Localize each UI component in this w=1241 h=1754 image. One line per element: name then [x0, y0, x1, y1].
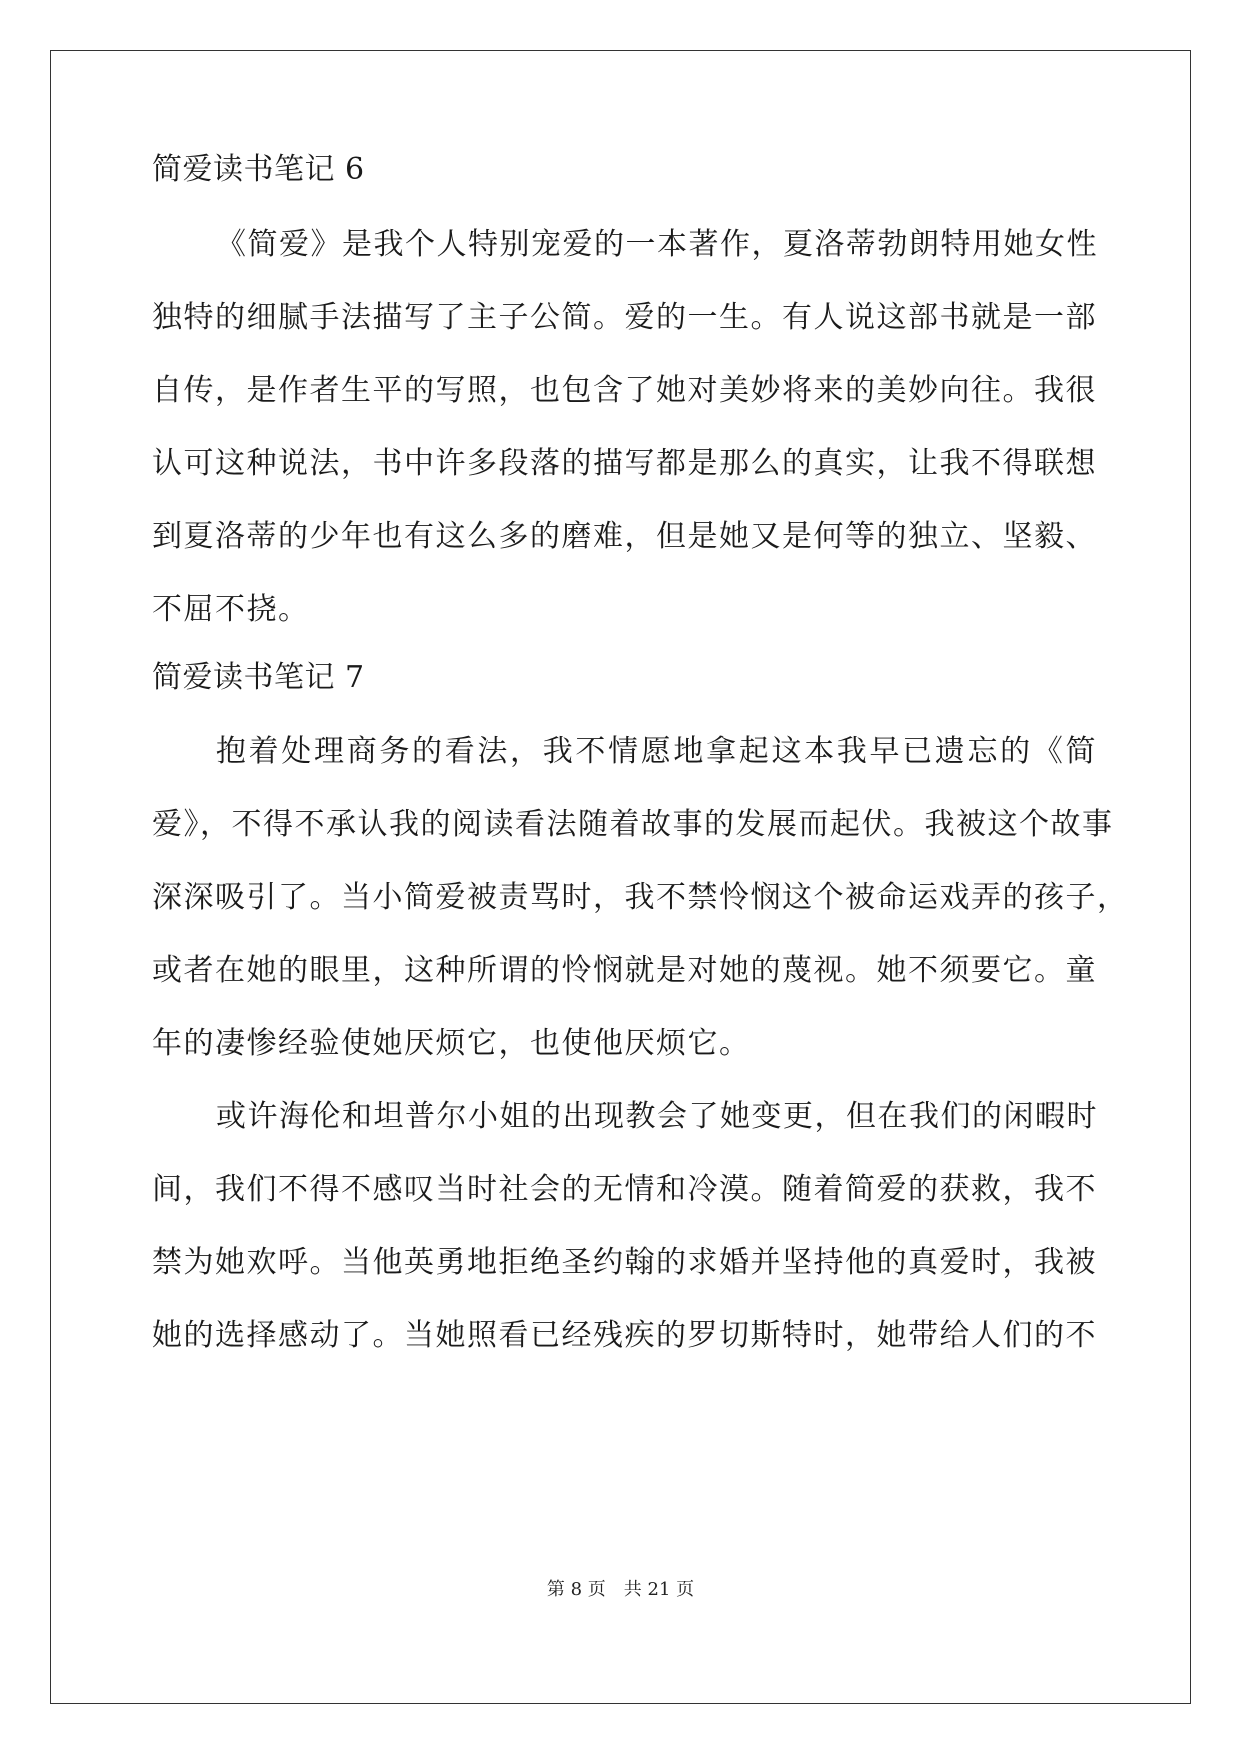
page-total: 共 21 页	[623, 1579, 695, 1600]
paragraph-line: 或者在她的眼里，这种所谓的怜悯就是对她的蔑视。她不须要它。童	[152, 953, 1097, 988]
paragraph-line: 不屈不挠。	[152, 592, 310, 627]
paragraph-line: 她的选择感动了。当她照看已经残疾的罗切斯特时，她带给人们的不	[152, 1318, 1097, 1353]
paragraph-line: 抱着处理商务的看法，我不情愿地拿起这本我早已遗忘的《简	[216, 734, 1097, 769]
paragraph-line: 禁为她欢呼。当他英勇地拒绝圣约翰的求婚并坚持他的真爱时，我被	[152, 1245, 1097, 1280]
page-footer	[0, 1578, 1241, 1602]
paragraph-line: 或许海伦和坦普尔小姐的出现教会了她变更，但在我们的闲暇时	[216, 1099, 1098, 1134]
paragraph-line: 《简爱》是我个人特别宠爱的一本著作，夏洛蒂勃朗特用她女性	[216, 227, 1098, 262]
paragraph-line: 认可这种说法，书中许多段落的描写都是那么的真实，让我不得联想	[152, 446, 1097, 481]
paragraph-line: 独特的细腻手法描写了主子公简。爱的一生。有人说这部书就是一部	[152, 300, 1097, 335]
paragraph-line: 年的凄惨经验使她厌烦它，也使他厌烦它。	[152, 1026, 751, 1061]
paragraph-line: 间，我们不得不感叹当时社会的无情和冷漠。随着简爱的获救，我不	[152, 1172, 1097, 1207]
paragraph-line: 到夏洛蒂的少年也有这么多的磨难，但是她又是何等的独立、坚毅、	[152, 519, 1097, 554]
paragraph-line: 自传，是作者生平的写照，也包含了她对美妙将来的美妙向往。我很	[152, 373, 1097, 408]
section-heading: 简爱读书笔记 7	[152, 660, 365, 695]
page-number: 第 8 页	[546, 1579, 606, 1600]
paragraph-line: 爱》，不得不承认我的阅读看法随着故事的发展而起伏。我被这个故事	[152, 807, 1114, 842]
paragraph-line: 深深吸引了。当小简爱被责骂时，我不禁怜悯这个被命运戏弄的孩子，	[152, 880, 1129, 915]
section-heading: 简爱读书笔记 6	[152, 152, 365, 187]
